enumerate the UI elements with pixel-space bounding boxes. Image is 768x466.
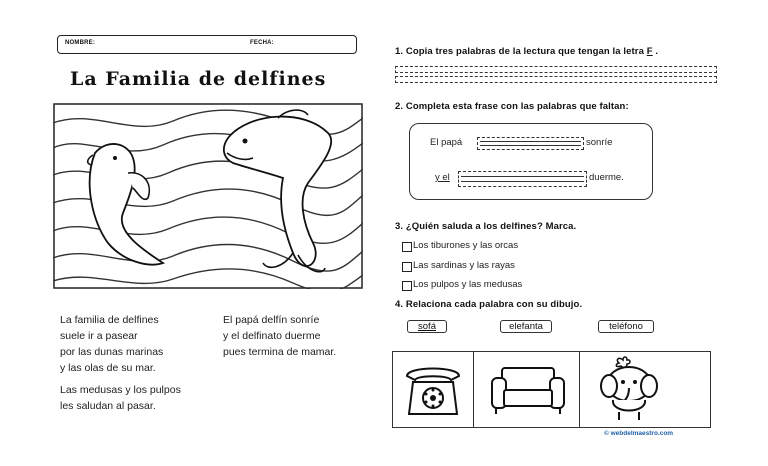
header-box — [57, 35, 357, 54]
option-checkbox-2[interactable] — [402, 262, 412, 272]
reading-line: y el delfinato duerme — [223, 330, 321, 342]
picture-divider — [579, 352, 580, 427]
reading-line: suele ir a pasear — [60, 330, 138, 342]
question-2-text: 2. Completa esta frase con las palabras que faltan: — [395, 101, 629, 112]
question-1 — [395, 46, 658, 57]
reading-line: les saludan al pasar. — [60, 400, 156, 412]
name-label: NOMBRE: — [65, 40, 96, 46]
reading-line: por las dunas marinas — [60, 346, 164, 358]
option-label-2: Las sardinas y las rayas — [413, 260, 515, 271]
dolphins-illustration — [53, 103, 363, 289]
picture-divider — [473, 352, 474, 427]
blank-field-1[interactable] — [477, 137, 584, 150]
word-box-elefanta[interactable]: elefanta — [500, 320, 552, 333]
reading-line: La familia de delfines — [60, 314, 159, 326]
footer-credit[interactable]: © webdelmaestro.com — [604, 430, 674, 437]
option-checkbox-1[interactable] — [402, 242, 412, 252]
reading-line: El papá delfín sonríe — [223, 314, 320, 326]
line2-start: y el — [435, 172, 450, 183]
elephant-icon[interactable] — [593, 354, 663, 424]
pictures-row — [392, 351, 711, 428]
question-1-letter: F — [646, 46, 653, 57]
question-1-text: 1. Copia tres palabras de la lectura que tengan la letra — [395, 46, 644, 57]
answer-line-1[interactable] — [395, 66, 717, 73]
word-box-sofa[interactable]: sofá — [407, 320, 447, 333]
question-4-text: 4. Relaciona cada palabra con su dibujo. — [395, 299, 583, 310]
option-label-1: Los tiburones y las orcas — [413, 240, 519, 251]
question-3-text: 3. ¿Quién saluda a los delfines? Marca. — [395, 221, 577, 232]
sofa-icon[interactable] — [488, 362, 568, 418]
telephone-icon[interactable] — [401, 360, 465, 420]
page-title: La Familia de delfines — [70, 68, 327, 90]
reading-line: Las medusas y los pulpos — [60, 384, 181, 396]
question-1-end: . — [655, 46, 659, 57]
reading-line: y las olas de su mar. — [60, 362, 156, 374]
option-checkbox-3[interactable] — [402, 281, 412, 291]
reading-line: pues termina de mamar. — [223, 346, 337, 358]
blank-field-2[interactable] — [458, 171, 587, 187]
option-label-3: Los pulpos y las medusas — [413, 279, 523, 290]
answer-line-2[interactable] — [395, 76, 717, 83]
line1-end: sonríe — [586, 137, 613, 148]
word-box-telefono[interactable]: teléfono — [598, 320, 654, 333]
date-label: FECHA: — [250, 40, 274, 46]
line1-start: El papá — [430, 137, 463, 148]
line2-end: duerme. — [589, 172, 624, 183]
fill-in-box — [409, 123, 653, 200]
